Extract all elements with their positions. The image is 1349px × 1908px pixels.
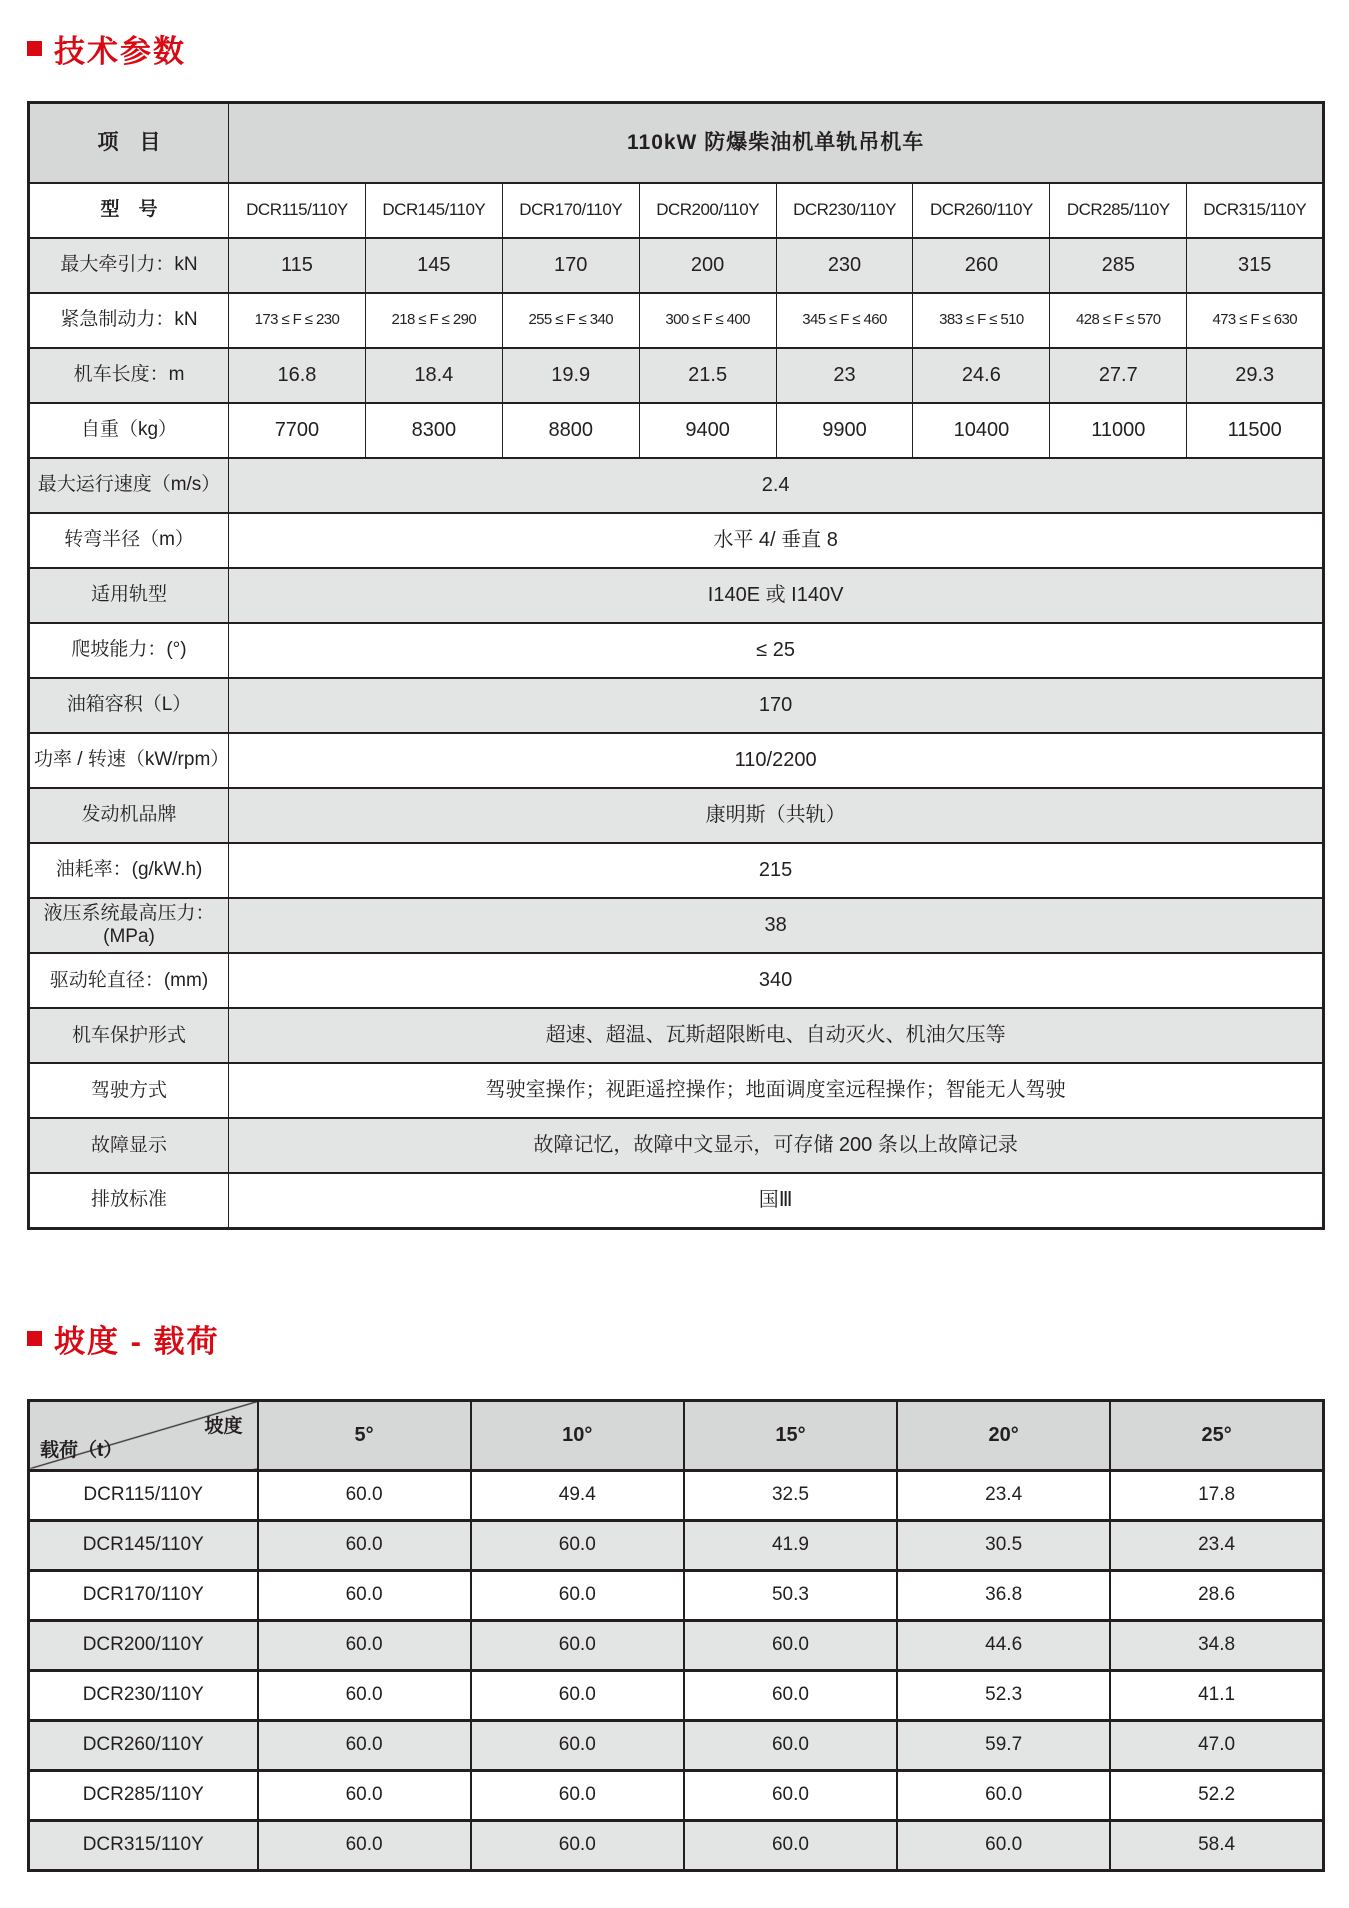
load-value-cell: 58.4 (1110, 1820, 1323, 1870)
spec-value-cell: 173 ≤ F ≤ 230 (229, 293, 366, 348)
spec-value-cell: 383 ≤ F ≤ 510 (913, 293, 1050, 348)
spec-row-label: 排放标准 (29, 1173, 229, 1228)
model-name-cell: DCR145/110Y (365, 183, 502, 238)
load-value-cell: 34.8 (1110, 1620, 1323, 1670)
load-model-cell: DCR145/110Y (29, 1520, 258, 1570)
load-value-cell: 60.0 (471, 1670, 684, 1720)
spec-common-value-cell: 故障记忆，故障中文显示，可存储 200 条以上故障记录 (229, 1118, 1324, 1173)
load-value-cell: 41.1 (1110, 1670, 1323, 1720)
slope-column-header: 10° (471, 1400, 684, 1470)
section-title-text: 坡度 - 载荷 (54, 1323, 220, 1359)
spec-row-label: 发动机品牌 (29, 788, 229, 843)
spec-value-cell: 300 ≤ F ≤ 400 (639, 293, 776, 348)
spec-row-label: 转弯半径（m） (29, 513, 229, 568)
spec-value-cell: 8300 (365, 403, 502, 458)
spec-common-row (29, 458, 1324, 513)
spec-value-cell: 11000 (1050, 403, 1187, 458)
model-name-cell: DCR115/110Y (229, 183, 366, 238)
spec-value-cell: 9400 (639, 403, 776, 458)
tech-specs-table (27, 101, 1325, 1230)
model-name-cell: DCR170/110Y (502, 183, 639, 238)
spec-value-cell: 7700 (229, 403, 366, 458)
load-value-cell: 47.0 (1110, 1720, 1323, 1770)
section-title-text: 技术参数 (54, 34, 186, 69)
model-label-cell: 型 号 (29, 183, 229, 238)
spec-value-cell: 260 (913, 238, 1050, 293)
spec-common-value-cell: 2.4 (229, 458, 1324, 513)
spec-row-label: 最大运行速度（m/s） (29, 458, 229, 513)
load-value-cell: 60.0 (471, 1570, 684, 1620)
load-value-cell: 60.0 (471, 1720, 684, 1770)
spec-row-label: 爬坡能力：(°) (29, 623, 229, 678)
load-data-row (29, 1770, 1324, 1820)
spec-common-row (29, 1173, 1324, 1228)
load-value-cell: 60.0 (897, 1770, 1110, 1820)
spec-value-cell: 9900 (776, 403, 913, 458)
spec-common-value-cell: ≤ 25 (229, 623, 1324, 678)
spec-row-label: 功率 / 转速（kW/rpm） (29, 733, 229, 788)
load-value-cell: 59.7 (897, 1720, 1110, 1770)
section-bullet-icon (27, 41, 42, 56)
load-value-cell: 49.4 (471, 1470, 684, 1520)
spec-common-value-cell: 38 (229, 898, 1324, 954)
spec-value-cell: 8800 (502, 403, 639, 458)
load-data-row (29, 1670, 1324, 1720)
spec-row-label: 油箱容积（L） (29, 678, 229, 733)
spec-value-cell: 230 (776, 238, 913, 293)
load-value-cell: 60.0 (258, 1720, 471, 1770)
spec-value-cell: 473 ≤ F ≤ 630 (1187, 293, 1324, 348)
load-value-cell: 36.8 (897, 1570, 1110, 1620)
spec-common-row (29, 953, 1324, 1008)
spec-common-value-cell: 超速、超温、瓦斯超限断电、自动灭火、机油欠压等 (229, 1008, 1324, 1063)
spec-value-cell: 145 (365, 238, 502, 293)
load-value-cell: 23.4 (897, 1470, 1110, 1520)
spec-value-cell: 315 (1187, 238, 1324, 293)
load-data-row (29, 1620, 1324, 1670)
spec-value-cell: 24.6 (913, 348, 1050, 403)
spec-row-label: 液压系统最高压力：(MPa) (29, 898, 229, 954)
spec-data-row (29, 238, 1324, 293)
model-name-cell: DCR260/110Y (913, 183, 1050, 238)
spec-value-cell: 255 ≤ F ≤ 340 (502, 293, 639, 348)
spec-common-row (29, 898, 1324, 954)
spec-row-label: 机车长度：m (29, 348, 229, 403)
spec-value-cell: 21.5 (639, 348, 776, 403)
load-value-cell: 60.0 (258, 1770, 471, 1820)
load-value-cell: 60.0 (258, 1470, 471, 1520)
load-model-cell: DCR115/110Y (29, 1470, 258, 1520)
load-value-cell: 23.4 (1110, 1520, 1323, 1570)
spec-data-row (29, 348, 1324, 403)
spec-value-cell: 18.4 (365, 348, 502, 403)
load-model-cell: DCR315/110Y (29, 1820, 258, 1870)
spec-common-row (29, 623, 1324, 678)
spec-common-value-cell: 110/2200 (229, 733, 1324, 788)
load-value-cell: 60.0 (471, 1820, 684, 1870)
load-value-cell: 52.2 (1110, 1770, 1323, 1820)
load-value-cell: 60.0 (684, 1670, 897, 1720)
model-name-cell: DCR230/110Y (776, 183, 913, 238)
spec-data-row (29, 293, 1324, 348)
diagonal-corner-cell (29, 1400, 258, 1470)
load-value-cell: 60.0 (684, 1720, 897, 1770)
load-value-cell: 60.0 (258, 1620, 471, 1670)
spec-common-row (29, 843, 1324, 898)
load-data-row (29, 1520, 1324, 1570)
load-data-row (29, 1720, 1324, 1770)
spec-common-row (29, 678, 1324, 733)
load-model-cell: DCR200/110Y (29, 1620, 258, 1670)
spec-value-cell: 200 (639, 238, 776, 293)
spec-value-cell: 11500 (1187, 403, 1324, 458)
corner-slope-label: 坡度 (204, 1415, 243, 1437)
spec-row-label: 自重（kg） (29, 403, 229, 458)
item-header-cell: 项 目 (29, 103, 229, 183)
load-data-row (29, 1820, 1324, 1870)
load-header-row (29, 1400, 1324, 1470)
spec-data-row (29, 403, 1324, 458)
spec-common-value-cell: 340 (229, 953, 1324, 1008)
load-value-cell: 41.9 (684, 1520, 897, 1570)
slope-column-header: 5° (258, 1400, 471, 1470)
spec-value-cell: 285 (1050, 238, 1187, 293)
load-value-cell: 60.0 (471, 1770, 684, 1820)
spec-common-row (29, 1008, 1324, 1063)
load-model-cell: DCR285/110Y (29, 1770, 258, 1820)
spec-value-cell: 428 ≤ F ≤ 570 (1050, 293, 1187, 348)
load-data-row (29, 1570, 1324, 1620)
model-name-cell: DCR285/110Y (1050, 183, 1187, 238)
spec-row-label: 适用轨型 (29, 568, 229, 623)
load-value-cell: 60.0 (684, 1820, 897, 1870)
spec-value-cell: 170 (502, 238, 639, 293)
spec-value-cell: 23 (776, 348, 913, 403)
load-value-cell: 60.0 (258, 1820, 471, 1870)
spec-value-cell: 16.8 (229, 348, 366, 403)
section-title-slope-load (27, 1316, 1322, 1361)
load-value-cell: 60.0 (471, 1520, 684, 1570)
load-value-cell: 17.8 (1110, 1470, 1323, 1520)
spec-value-cell: 115 (229, 238, 366, 293)
load-model-cell: DCR260/110Y (29, 1720, 258, 1770)
spec-value-cell: 19.9 (502, 348, 639, 403)
spec-common-value-cell: 215 (229, 843, 1324, 898)
load-value-cell: 60.0 (258, 1570, 471, 1620)
spec-row-label: 紧急制动力：kN (29, 293, 229, 348)
load-value-cell: 52.3 (897, 1670, 1110, 1720)
slope-load-table (27, 1399, 1325, 1872)
section-bullet-icon (27, 1331, 42, 1346)
spec-value-cell: 10400 (913, 403, 1050, 458)
spec-row-label: 油耗率：(g/kW.h) (29, 843, 229, 898)
load-value-cell: 50.3 (684, 1570, 897, 1620)
load-model-cell: DCR170/110Y (29, 1570, 258, 1620)
spec-common-value-cell: 康明斯（共轨） (229, 788, 1324, 843)
load-value-cell: 28.6 (1110, 1570, 1323, 1620)
corner-load-label: 载荷（t） (40, 1439, 123, 1461)
spec-common-row (29, 788, 1324, 843)
spec-common-row (29, 1063, 1324, 1118)
spec-value-cell: 218 ≤ F ≤ 290 (365, 293, 502, 348)
spec-common-value-cell: 国Ⅲ (229, 1173, 1324, 1228)
spec-common-row (29, 733, 1324, 788)
spec-row-label: 驱动轮直径：(mm) (29, 953, 229, 1008)
load-data-row (29, 1470, 1324, 1520)
model-name-cell: DCR315/110Y (1187, 183, 1324, 238)
load-value-cell: 60.0 (897, 1820, 1110, 1870)
load-value-cell: 60.0 (258, 1670, 471, 1720)
load-value-cell: 44.6 (897, 1620, 1110, 1670)
spec-common-value-cell: 驾驶室操作；视距遥控操作；地面调度室远程操作；智能无人驾驶 (229, 1063, 1324, 1118)
slope-column-header: 25° (1110, 1400, 1323, 1470)
spec-model-row (29, 183, 1324, 238)
load-model-cell: DCR230/110Y (29, 1670, 258, 1720)
spec-value-cell: 29.3 (1187, 348, 1324, 403)
spec-value-cell: 345 ≤ F ≤ 460 (776, 293, 913, 348)
spec-row-label: 最大牵引力：kN (29, 238, 229, 293)
load-value-cell: 60.0 (471, 1620, 684, 1670)
spec-common-value-cell: 水平 4/ 垂直 8 (229, 513, 1324, 568)
load-value-cell: 32.5 (684, 1470, 897, 1520)
slope-column-header: 15° (684, 1400, 897, 1470)
load-value-cell: 60.0 (684, 1770, 897, 1820)
spec-row-label: 驾驶方式 (29, 1063, 229, 1118)
load-value-cell: 60.0 (258, 1520, 471, 1570)
spec-row-label: 机车保护形式 (29, 1008, 229, 1063)
load-value-cell: 30.5 (897, 1520, 1110, 1570)
load-value-cell: 60.0 (684, 1620, 897, 1670)
spec-common-row (29, 568, 1324, 623)
spec-row-label: 故障显示 (29, 1118, 229, 1173)
spec-common-row (29, 1118, 1324, 1173)
spec-common-value-cell: I140E 或 I140V (229, 568, 1324, 623)
model-name-cell: DCR200/110Y (639, 183, 776, 238)
spec-header-row (29, 103, 1324, 183)
slope-column-header: 20° (897, 1400, 1110, 1470)
spec-common-row (29, 513, 1324, 568)
spec-value-cell: 27.7 (1050, 348, 1187, 403)
section-title-tech-specs (27, 26, 1322, 71)
spec-common-value-cell: 170 (229, 678, 1324, 733)
product-title-cell: 110kW 防爆柴油机单轨吊机车 (229, 103, 1324, 183)
